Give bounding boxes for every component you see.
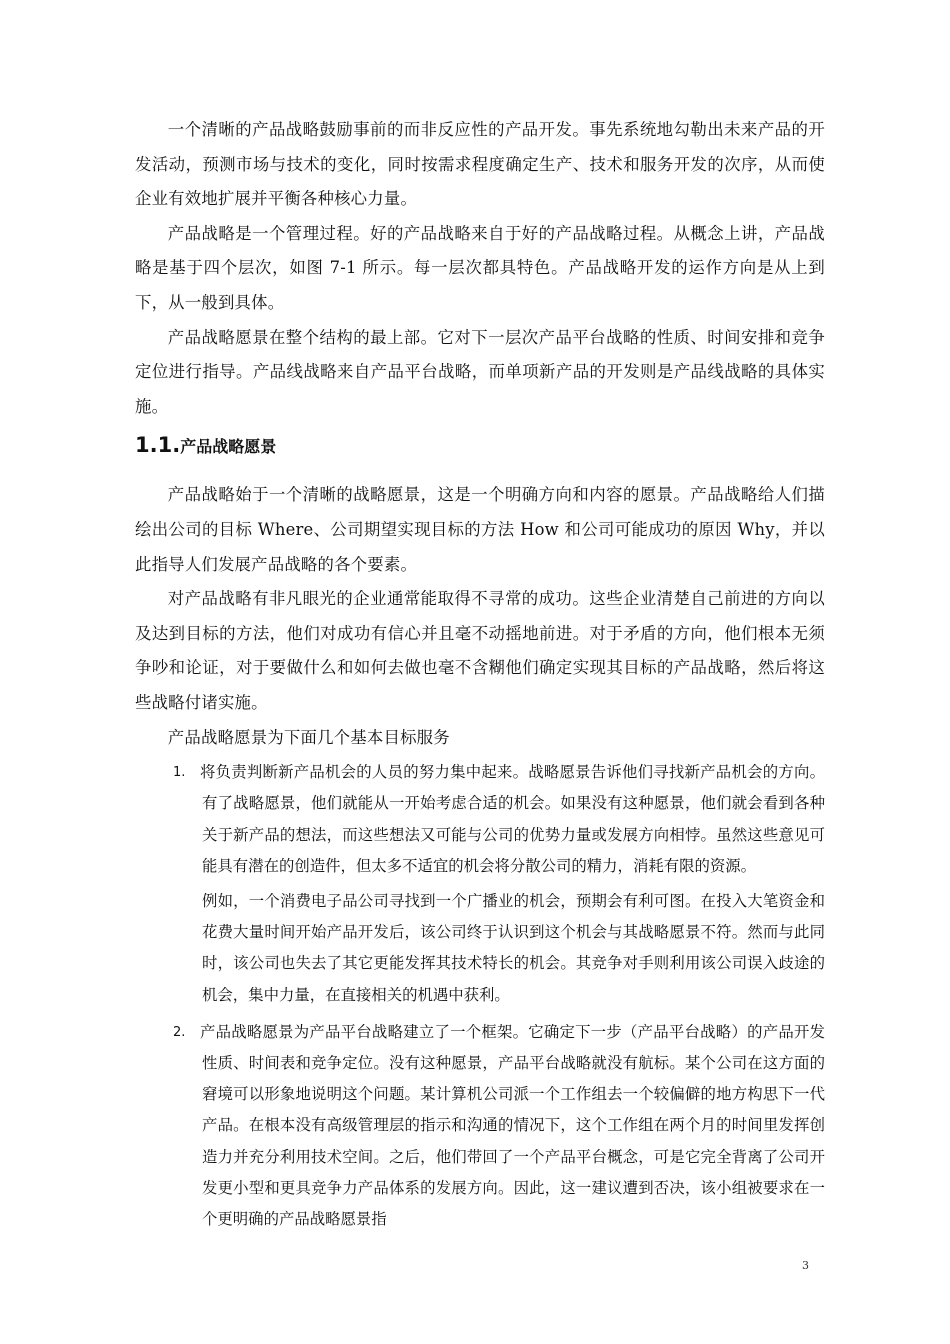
body-paragraph: 对产品战略有非凡眼光的企业通常能取得不寻常的成功。这些企业清楚自己前进的方向以及达到目标的方法，他们对成功有信心并且毫不动摇地前进。对于矛盾的方向，他们根本无须争吵和论证，对于要做什么和如何去做也毫不含糊他们确定实现其目标的产品战略，然后将这些战略付诸实施。 — [135, 589, 825, 712]
list-item-number: 1. — [173, 765, 186, 781]
body-paragraph: 产品战略始于一个清晰的战略愿景，这是一个明确方向和内容的愿景。产品战略给人们描绘出公司的目标 Where、公司期望实现目标的方法 How 和公司可能成功的原因 Why，并以此指导人们发展产品战略的各个要素。 — [135, 485, 825, 574]
section-heading — [135, 428, 825, 464]
page-number: 3 — [802, 1259, 809, 1272]
body-paragraph: 产品战略是一个管理过程。好的产品战略来自于好的产品战略过程。从概念上讲，产品战略是基于四个层次，如图 7-1 所示。每一层次都具特色。产品战略开发的运作方向是从上到下，从一般到具体。 — [135, 223, 825, 312]
list-item — [135, 757, 825, 882]
list-item-number: 2. — [173, 1024, 186, 1040]
list-item-text: 产品战略愿景为产品平台战略建立了一个框架。它确定下一步（产品平台战略）的产品开发性质、时间表和竞争定位。没有这种愿景，产品平台战略就没有航标。某个公司在这方面的窘境可以形象地说明这个问题。某计算机公司派一个工作组去一个较偏僻的地方构思下一代产品。在根本没有高级管理层的指示和沟通的情况下，这个工作组在两个月的时间里发挥创造力并充分利用技术空间。之后，他们带回了一个产品平台概念，可是它完全背离了公司开发更小型和更具竞争力产品体系的发展方向。因此，这一建议遭到否决，该小组被要求在一个更明确的产品战略愿景指 — [200, 1022, 825, 1228]
page-content — [135, 113, 825, 1235]
body-paragraph: 产品战略愿景为下面几个基本目标服务 — [167, 727, 450, 747]
list-item-text: 将负责判断新产品机会的人员的努力集中起来。战略愿景告诉他们寻找新产品机会的方向。有了战略愿景，他们就能从一开始考虑合适的机会。如果没有这种愿景，他们就会看到各种关于新产品的想法，而这些想法又可能与公司的优势力量或发展方向相悖。虽然这些意见可能具有潜在的创造件，但太多不适宜的机会将分散公司的精力，消耗有限的资源。 — [200, 763, 825, 875]
section-title: 产品战略愿景 — [180, 437, 277, 457]
body-paragraph: 产品战略愿景在整个结构的最上部。它对下一层次产品平台战略的性质、时间安排和竞争定位进行指导。产品线战略来自产品平台战略，而单项新产品的开发则是产品线战略的具体实施。 — [135, 327, 825, 416]
section-number: 1.1. — [135, 433, 181, 458]
list-item-example: 例如，一个消费电子品公司寻找到一个广播业的机会，预期会有利可图。在投入大笔资金和花费大量时间开始产品开发后，该公司终于认识到这个机会与其战略愿景不符。然而与此同时，该公司也失去了其它更能发挥其技术特长的机会。其竞争对手则利用该公司误入歧途的机会，集中力量，在直接相关的机遇中获利。 — [202, 891, 825, 1004]
body-paragraph: 一个清晰的产品战略鼓励事前的而非反应性的产品开发。事先系统地勾勒出未来产品的开发活动，预测市场与技术的变化，同时按需求程度确定生产、技术和服务开发的次序，从而使企业有效地扩展并平衡各种核心力量。 — [135, 120, 825, 209]
numbered-list — [135, 757, 825, 1235]
list-item — [135, 1017, 825, 1235]
